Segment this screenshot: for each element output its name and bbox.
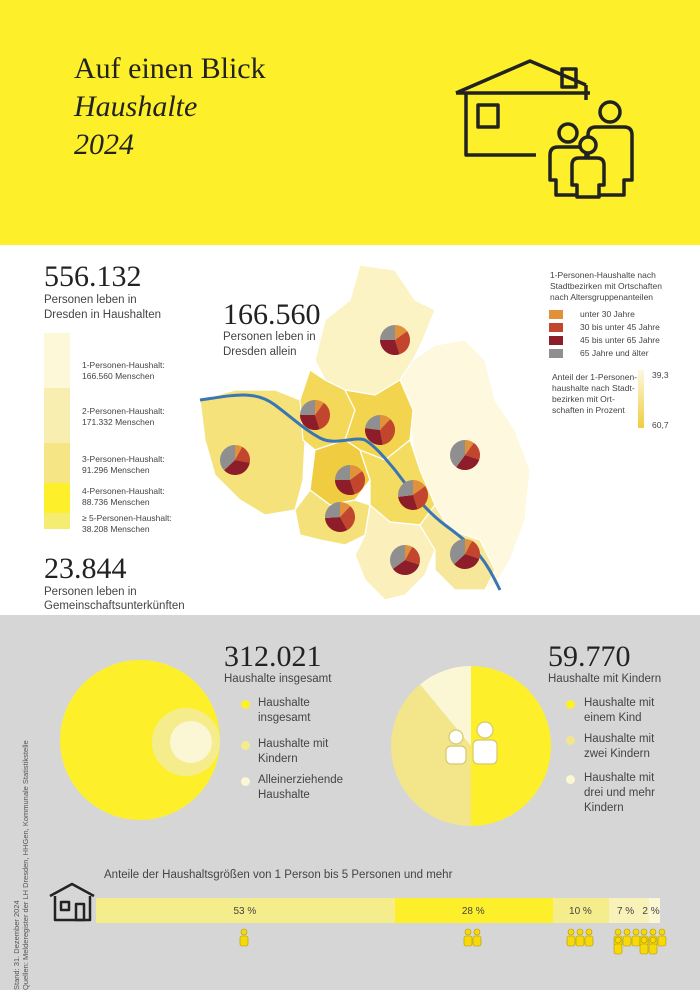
- children-legend-3-l1: Haushalte mit: [584, 772, 655, 784]
- share-label-3: bezirken mit Ort-: [552, 394, 615, 404]
- legend-2-person-l2: 171.332 Menschen: [82, 417, 155, 427]
- age-label-65plus: 65 Jahre und älter: [580, 348, 649, 358]
- title-line-3: 2024: [74, 128, 134, 161]
- size-bar-label-2: 28 %: [461, 906, 485, 917]
- community-label-2: Gemeinschaftsunterkünften: [44, 600, 185, 612]
- hh-legend-total-l2: insgesamt: [258, 712, 311, 724]
- size-bar-label-1: 53 %: [233, 906, 257, 917]
- share-scale-min: 39,3: [652, 370, 669, 380]
- legend-5-person-l1: ≥ 5-Personen-Haushalt:: [82, 513, 172, 523]
- hh-legend-children-l1: Haushalte mit: [258, 738, 329, 750]
- hh-legend-dot-single-parent: [241, 777, 250, 786]
- hh-legend-children-l2: Kindern: [258, 753, 298, 765]
- legend-swatch-4-person: [44, 483, 70, 513]
- children-total-value: 59.770: [548, 640, 631, 673]
- hh-legend-dot-children: [241, 741, 250, 750]
- age-label-30-45: 30 bis unter 45 Jahre: [580, 322, 660, 332]
- legend-2-person-l1: 2-Personen-Haushalt:: [82, 406, 165, 416]
- legend-swatch-1-person: [44, 333, 70, 388]
- hh-legend-dot-total: [241, 700, 250, 709]
- size-person-icon-5: [638, 925, 671, 955]
- alone-label-1: Personen leben in: [223, 331, 316, 343]
- households-circle-chart: [60, 660, 225, 825]
- size-bar-label-4: 7 %: [616, 906, 635, 917]
- parent-child-icon: [440, 720, 500, 768]
- size-bar-label-5: 2 %: [642, 906, 660, 917]
- size-person-icon-3: [565, 925, 598, 955]
- children-legend-2-l2: zwei Kindern: [584, 748, 650, 760]
- size-bar-label-3: 10 %: [569, 906, 592, 917]
- share-scale-bar: [638, 370, 644, 428]
- legend-swatch-2-person: [44, 388, 70, 443]
- legend-3-person-l2: 91.296 Menschen: [82, 465, 150, 475]
- age-swatch-65plus: [549, 349, 563, 358]
- age-swatch-under30: [549, 310, 563, 319]
- map-legend-title-3: nach Altersgruppenanteilen: [550, 292, 654, 302]
- source-line-1: Stand: 31. Dezember 2024: [12, 900, 21, 990]
- legend-4-person-l2: 88.736 Menschen: [82, 497, 150, 507]
- source-note: [12, 740, 30, 990]
- age-label-45-65: 45 bis unter 65 Jahre: [580, 335, 660, 345]
- children-legend-2-l1: Haushalte mit: [584, 733, 655, 745]
- households-total-value: 312.021: [224, 640, 322, 673]
- house-family-icon: [450, 55, 640, 205]
- age-swatch-45-65: [549, 336, 563, 345]
- share-scale-max: 60,7: [652, 420, 669, 430]
- source-line-2: Quellen: Melderegister der LH Dresden, HHGen, Kommunale Statistikstelle: [21, 740, 30, 990]
- age-swatch-30-45: [549, 323, 563, 332]
- alone-label-2: Dresden allein: [223, 346, 297, 358]
- map-district-west: [200, 390, 305, 515]
- children-legend-dot-3: [566, 775, 575, 784]
- legend-3-person-l1: 3-Personen-Haushalt:: [82, 454, 165, 464]
- children-legend-dot-2: [566, 736, 575, 745]
- children-legend-1-l1: Haushalte mit: [584, 697, 655, 709]
- persons-total-label-1: Personen leben in: [44, 294, 137, 306]
- legend-swatch-5-person: [44, 513, 70, 529]
- legend-1-person-l1: 1-Personen-Haushalt:: [82, 360, 165, 370]
- map-legend-title-1: 1-Personen-Haushalte nach: [550, 270, 656, 280]
- hh-legend-total-l1: Haushalte: [258, 697, 310, 709]
- legend-5-person-l2: 38.208 Menschen: [82, 524, 150, 534]
- age-label-under30: unter 30 Jahre: [580, 309, 635, 319]
- alone-value: 166.560: [223, 298, 321, 331]
- hh-legend-single-parent-l1: Alleinerziehende: [258, 774, 344, 786]
- legend-1-person-l2: 166.560 Menschen: [82, 371, 155, 381]
- households-total-label: Haushalte insgesamt: [224, 673, 332, 685]
- share-label-2: haushalte nach Stadt-: [552, 383, 635, 393]
- sizes-title: Anteile der Haushaltsgrößen von 1 Person bis 5 Personen und mehr: [104, 869, 453, 881]
- children-total-label: Haushalte mit Kindern: [548, 673, 662, 685]
- share-label-1: Anteil der 1-Personen-: [552, 372, 638, 382]
- title-line-2: Haushalte: [74, 90, 198, 123]
- small-house-icon: [48, 880, 98, 924]
- share-label-4: schaften in Prozent: [552, 405, 625, 415]
- hh-legend-single-parent-l2: Haushalte: [258, 789, 310, 801]
- children-legend-3-l3: Kindern: [584, 802, 624, 814]
- persons-total-label-2: Dresden in Haushalten: [44, 309, 161, 321]
- size-person-icon-1: [238, 925, 253, 955]
- children-legend-3-l2: drei und mehr: [584, 787, 655, 799]
- persons-total-value: 556.132: [44, 260, 142, 293]
- size-person-icon-2: [462, 925, 486, 955]
- children-legend-dot-1: [566, 700, 575, 709]
- community-label-1: Personen leben in: [44, 586, 137, 598]
- header-banner: [0, 0, 700, 245]
- map-legend-title-2: Stadtbezirken mit Ortschaften: [550, 281, 662, 291]
- children-legend-1-l2: einem Kind: [584, 712, 642, 724]
- title-line-1: Auf einen Blick: [74, 52, 266, 85]
- legend-swatch-3-person: [44, 443, 70, 483]
- legend-4-person-l1: 4-Personen-Haushalt:: [82, 486, 165, 496]
- community-value: 23.844: [44, 552, 127, 585]
